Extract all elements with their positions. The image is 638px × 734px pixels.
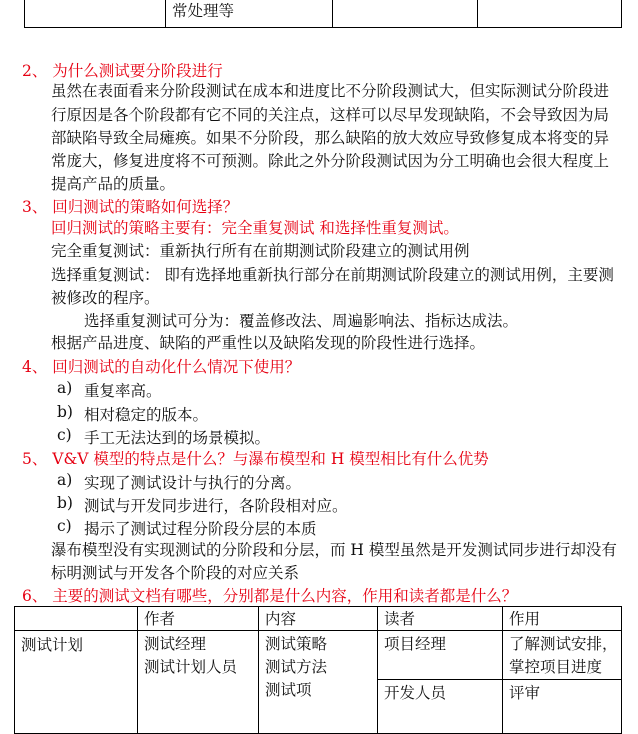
q2-heading: 2、 为什么测试要分阶段进行 [22,62,223,80]
q2-line-3: 部缺陷导致全局瘫痪。如果不分阶段，那么缺陷的放大效应导致修复成本将变的异 [51,129,610,147]
q3-strategy-line: 回归测试的策略主要有：完全重复测试 和选择性重复测试。 [51,219,459,237]
q5-heading: 5、 V&V 模型的特点是什么？与瀑布模型和 H 模型相比有什么优势 [22,450,489,468]
q2-line-1: 虽然在表面看来分阶段测试在成本和进度比不分阶段测试大，但实际测试分阶段进 [51,82,610,100]
table-header-cell: 读者 [378,607,503,631]
q3-line-2: 选择重复测试： 即有选择地重新执行部分在前期测试阶段建立的测试用例，主要测 [51,266,614,284]
reader: 开发人员 [384,684,447,702]
q5-item-letter: c) [57,517,72,535]
top-table-cell: 常处理等 [166,0,333,28]
content-item: 测试项 [265,681,312,699]
doc-name-cell [15,631,138,734]
table-row [15,631,622,734]
use-item: 了解测试安排， [509,635,618,653]
q5-line-1: 瀑布模型没有实现测试的分阶段和分层，而 H 模型虽然是开发测试同步进行却没有 [51,541,617,559]
q5-item-text: 测试与开发同步进行，各阶段相对应。 [84,497,348,515]
q3-line-3: 被修改的程序。 [51,289,160,307]
q4-item-text: 手工无法达到的场景模拟。 [84,429,271,447]
q5-line-2: 标明测试与开发各个阶段的对应关系 [51,564,300,582]
q4-item-text: 重复率高。 [84,382,162,400]
test-docs-table [14,606,622,734]
use-item: 掌控项目进度 [509,658,603,676]
q2-line-5: 提高产品的质量。 [51,175,176,193]
q4-item-letter: a) [57,379,73,397]
authors-cell [138,631,259,734]
content-item: 测试方法 [265,658,328,676]
table-header-row [15,607,622,631]
table-header-cell [15,607,138,631]
q5-item-letter: b) [57,494,73,512]
q4-item-letter: b) [57,403,73,421]
q4-item-text: 相对稳定的版本。 [84,406,209,424]
uses-cell [503,631,622,734]
q5-item-letter: a) [57,471,73,489]
q2-line-2: 行原因是各个阶段都有它不同的关注点，这样可以尽早发现缺陷，不会导致因为局 [51,106,610,124]
q5-item-text: 实现了测试设计与执行的分离。 [84,474,302,492]
reader: 项目经理 [378,631,502,680]
author: 测试计划人员 [144,658,238,676]
author: 测试经理 [144,635,207,653]
q4-item-letter: c) [57,426,72,444]
table-header-cell: 作者 [138,607,259,631]
content-item: 测试策略 [265,635,328,653]
q3-last-line: 根据产品进度、缺陷的严重性以及缺陷发现的阶段性进行选择。 [51,334,486,352]
q6-heading: 6、 主要的测试文档有哪些，分别都是什么内容，作用和读者都是什么？ [22,587,518,605]
top-table-fragment [24,0,622,28]
readers-cell [378,631,503,734]
q4-heading: 4、 回归测试的自动化什么情况下使用？ [22,358,301,376]
q3-indented-line: 选择重复测试可分为：覆盖修改法、周遍影响法、指标达成法。 [84,312,519,330]
use-item-group [503,631,621,680]
contents-cell [259,631,378,734]
q3-line-1: 完全重复测试：重新执行所有在前期测试阶段建立的测试用例 [51,242,470,260]
use-item: 评审 [509,684,541,702]
doc-name: 测试计划 [21,636,84,654]
q5-item-text: 揭示了测试过程分阶段分层的本质 [84,520,317,538]
q3-heading: 3、 回归测试的策略如何选择？ [22,198,239,216]
table-header-cell: 作用 [503,607,622,631]
table-header-cell: 内容 [259,607,378,631]
q2-line-4: 常庞大，修复进度将不可预测。除此之外分阶段测试因为分工明确也会很大程度上 [51,152,610,170]
